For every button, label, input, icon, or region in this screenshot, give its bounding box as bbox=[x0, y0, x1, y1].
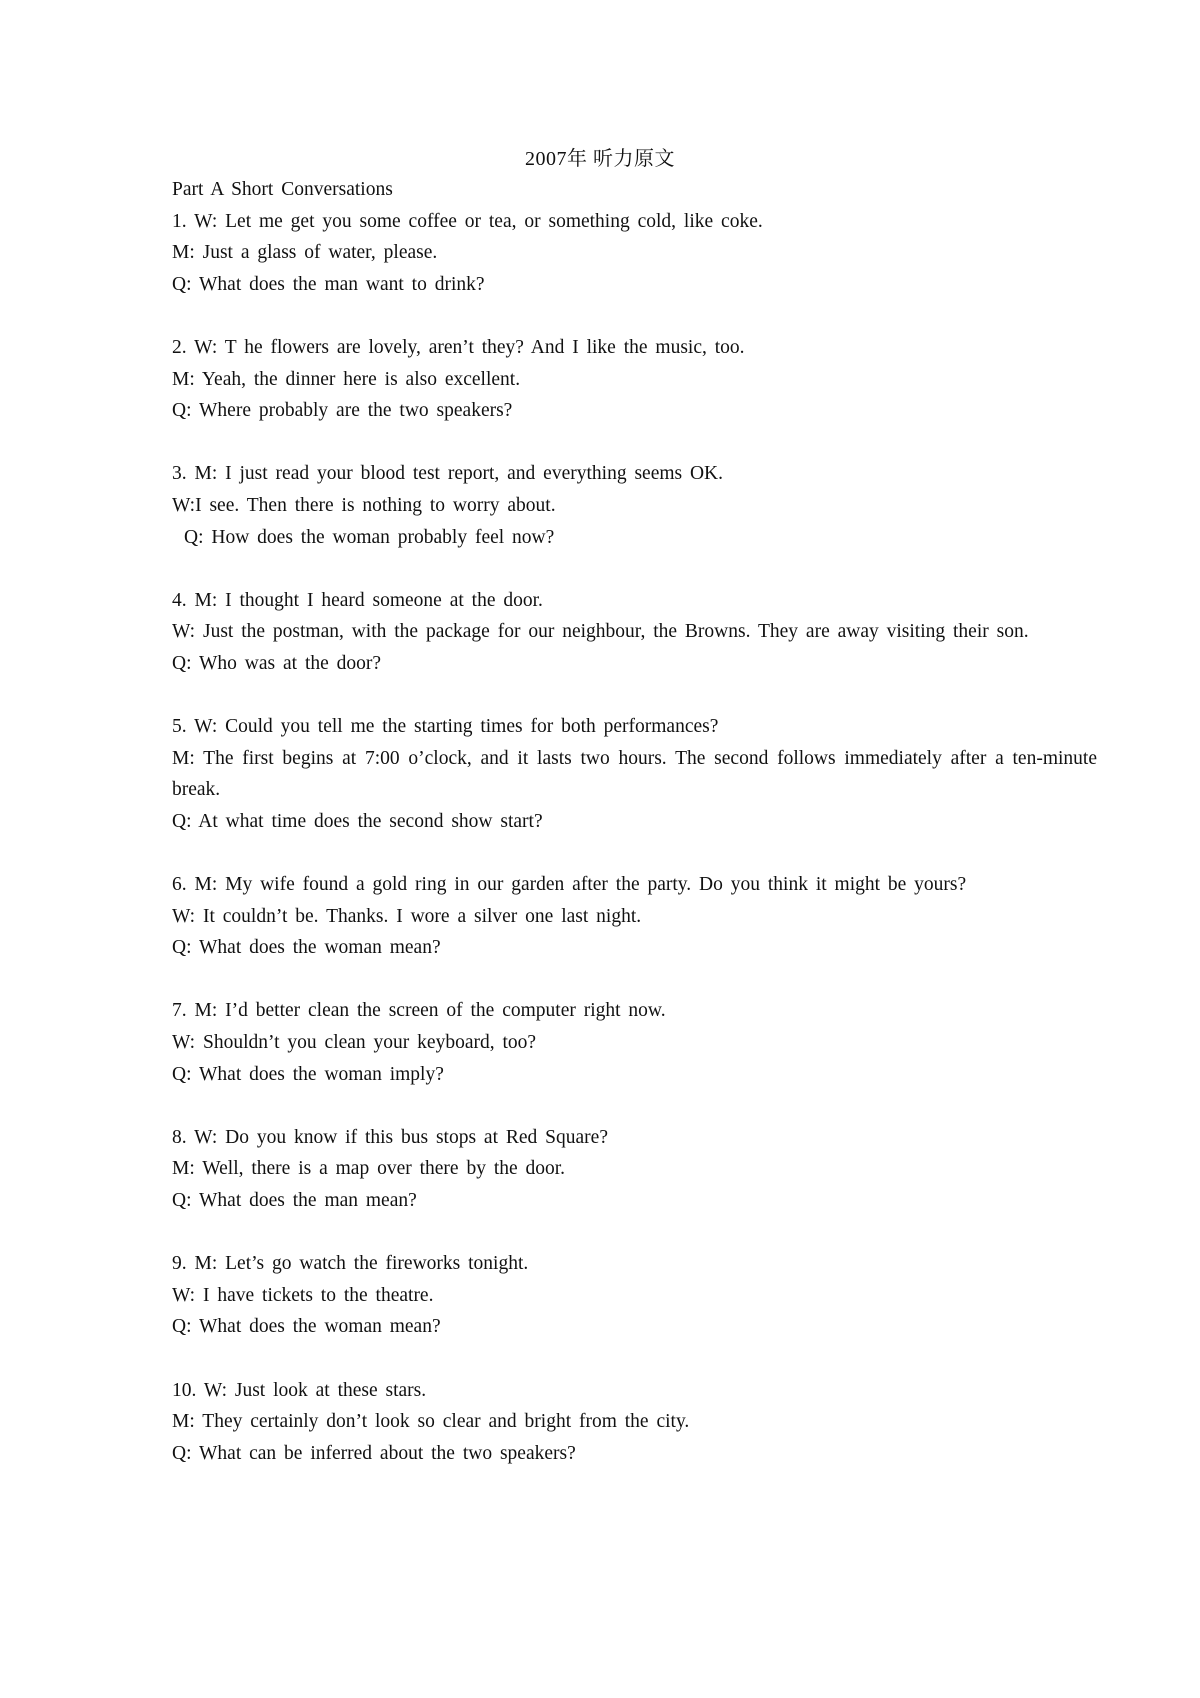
question-line: Q: What does the man mean? bbox=[172, 1190, 417, 1211]
conversation-line: W: Shouldn’t you clean your keyboard, too? bbox=[172, 1032, 537, 1054]
conversation-line: 10. W: Just look at these stars. bbox=[172, 1379, 427, 1401]
conversation-10 bbox=[172, 1375, 1097, 1470]
question-line: Q: What does the woman imply? bbox=[172, 1063, 444, 1085]
conversation-line: 3. M: I just read your blood test report, and everything seems OK. bbox=[172, 463, 724, 485]
conversation-line: 1. W: Let me get you some coffee or tea, or something cold, like coke. bbox=[172, 210, 763, 232]
document-title: 2007年 听力原文 bbox=[525, 148, 675, 170]
conversation-4 bbox=[172, 585, 1097, 680]
conversation-line: W:I see. Then there is nothing to worry about. bbox=[172, 494, 556, 516]
conversation-line: 4. M: I thought I heard someone at the door. bbox=[172, 589, 543, 611]
conversation-line: M: The first begins at 7:00 o’clock, and it lasts two hours. The second follows immediately after a ten-minute break. bbox=[172, 747, 1097, 801]
conversation-line: W: It couldn’t be. Thanks. I wore a silver one last night. bbox=[172, 905, 642, 927]
conversation-line: 2. W: T he flowers are lovely, aren’t they? And I like the music, too. bbox=[172, 336, 745, 358]
conversation-line: 8. W: Do you know if this bus stops at Red Square? bbox=[172, 1126, 608, 1148]
conversation-line: W: I have tickets to the theatre. bbox=[172, 1284, 434, 1306]
question-line: Q: What does the man want to drink? bbox=[172, 273, 485, 295]
conversation-line: M: Yeah, the dinner here is also excellent. bbox=[172, 368, 521, 390]
question-line: Q: What does the woman mean? bbox=[172, 1316, 441, 1338]
conversation-5 bbox=[172, 711, 1097, 837]
conversation-line: M: Well, there is a map over there by the door. bbox=[172, 1158, 566, 1180]
conversation-line: M: They certainly don’t look so clear and bright from the city. bbox=[172, 1411, 690, 1433]
question-line: Q: What can be inferred about the two speakers? bbox=[172, 1442, 576, 1464]
conversation-2 bbox=[172, 332, 1097, 427]
conversation-line: 7. M: I’d better clean the screen of the computer right now. bbox=[172, 1000, 666, 1022]
section-heading: Part A Short Conversations bbox=[172, 179, 393, 200]
conversation-line: W: Just the postman, with the package for our neighbour, the Browns. They are away visiting their son. bbox=[172, 621, 1029, 643]
conversation-6 bbox=[172, 869, 1097, 964]
conversation-8 bbox=[172, 1122, 1097, 1217]
conversation-9 bbox=[172, 1248, 1097, 1343]
question-line: Q: Who was at the door? bbox=[172, 652, 382, 674]
conversation-line: M: Just a glass of water, please. bbox=[172, 242, 438, 264]
question-line: Q: Where probably are the two speakers? bbox=[172, 400, 513, 422]
conversation-line: 5. W: Could you tell me the starting times for both performances? bbox=[172, 716, 719, 738]
question-line: Q: How does the woman probably feel now? bbox=[184, 526, 555, 548]
conversation-line: 6. M: My wife found a gold ring in our garden after the party. Do you think it might be yours? bbox=[172, 874, 967, 896]
conversation-1 bbox=[172, 206, 1097, 301]
question-line: Q: What does the woman mean? bbox=[172, 937, 441, 959]
conversation-line: 9. M: Let’s go watch the fireworks tonight. bbox=[172, 1253, 529, 1275]
part-a-section bbox=[172, 174, 1097, 1501]
question-line: Q: At what time does the second show start? bbox=[172, 810, 543, 832]
conversation-3 bbox=[172, 458, 1097, 553]
conversation-7 bbox=[172, 995, 1097, 1090]
